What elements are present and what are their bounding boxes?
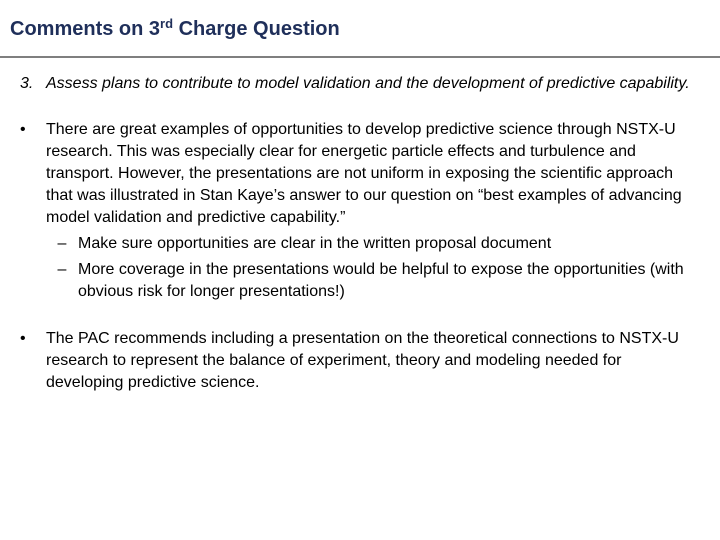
bullet-item bbox=[20, 328, 692, 394]
dash-marker: – bbox=[57, 261, 67, 278]
title-divider bbox=[0, 56, 720, 58]
title-prefix: Comments on 3 bbox=[10, 18, 161, 40]
slide-body bbox=[20, 73, 692, 394]
sub-bullet-text: Make sure opportunities are clear in the written proposal document bbox=[78, 235, 552, 252]
bullet-marker: • bbox=[20, 330, 26, 347]
sub-bullet-text: More coverage in the presentations would be helpful to expose the opportunities (with obvious risk for longer presentations!) bbox=[78, 261, 684, 300]
question-number: 3. bbox=[20, 75, 34, 92]
sub-bullet-item bbox=[46, 233, 692, 255]
bullet-content bbox=[46, 119, 692, 303]
bullet-item bbox=[20, 119, 692, 303]
page-title bbox=[10, 18, 340, 41]
dash-marker: – bbox=[57, 235, 67, 252]
charge-question bbox=[20, 73, 692, 95]
sub-bullet-item bbox=[46, 259, 692, 303]
bullet-text: The PAC recommends including a presentation on the theoretical connections to NSTX-U research to represent the balance of experiment, theory and modeling needed for developing predictive science. bbox=[46, 330, 679, 391]
bullet-marker: • bbox=[20, 121, 26, 138]
bullet-text: There are great examples of opportunities to develop predictive science through NSTX-U research. This was especially clear for energetic particle effects and turbulence and transport. However, the presentations are not uniform in exposing the scientific approach that was illustrated in Stan Kaye’s answer to our question on “best examples of advancing model validation and predictive capability.” bbox=[46, 121, 682, 226]
title-superscript: rd bbox=[160, 16, 174, 31]
title-suffix: Charge Question bbox=[173, 18, 340, 40]
question-text: Assess plans to contribute to model validation and the development of predictive capability. bbox=[46, 75, 690, 92]
